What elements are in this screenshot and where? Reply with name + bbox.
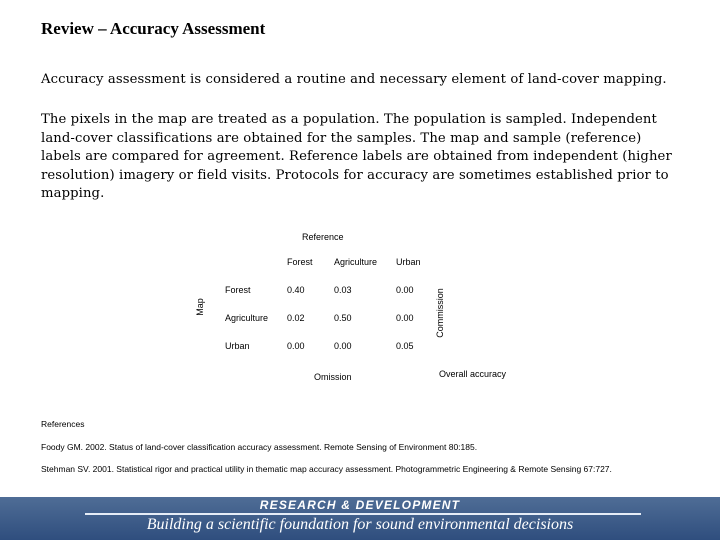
- matrix-cell: 0.03: [334, 285, 352, 295]
- references-heading: References: [41, 419, 85, 429]
- row-label-urban: Urban: [225, 341, 250, 351]
- intro-paragraph: Accuracy assessment is considered a routine and necessary element of land-cover mapping.: [41, 72, 667, 87]
- matrix-cell: 0.02: [287, 313, 305, 323]
- slide-title: Review – Accuracy Assessment: [41, 19, 266, 38]
- footer-banner: [0, 497, 720, 540]
- matrix-cell: 0.00: [396, 313, 414, 323]
- row-label-agriculture: Agriculture: [225, 313, 269, 323]
- omission-label: Omission: [314, 372, 352, 382]
- matrix-cell: 0.00: [287, 341, 305, 351]
- reference-item: Stehman SV. 2001. Statistical rigor and practical utility in thematic map accuracy assessment. Photogrammetric Engineering & Remote Sensing 67:727.: [41, 464, 612, 474]
- matrix-cell: 0.05: [396, 341, 414, 351]
- footer-research-development: RESEARCH & DEVELOPMENT: [259, 498, 461, 512]
- row-label-forest: Forest: [225, 285, 251, 295]
- matrix-cell: 0.00: [396, 285, 414, 295]
- column-header-forest: Forest: [287, 257, 313, 267]
- description-paragraph: The pixels in the map are treated as a population. The population is sampled. Independent land-cover classifications are obtained for the samples. The map and sample (reference) labels are compared for agreement. Reference labels are obtained from independent (higher resolution) imagery or field visits. Protocols for accuracy are sometimes established prior to mapping.: [41, 112, 672, 201]
- matrix-cell: 0.50: [334, 313, 352, 323]
- footer-divider: [85, 513, 641, 515]
- commission-label: Commission: [434, 288, 445, 338]
- overall-accuracy-label: Overall accuracy: [439, 369, 507, 379]
- matrix-cell: 0.00: [334, 341, 352, 351]
- column-header-agriculture: Agriculture: [334, 257, 378, 267]
- footer-tagline: Building a scientific foundation for sound environmental decisions: [146, 516, 574, 533]
- reference-label: Reference: [302, 232, 344, 242]
- map-label: Map: [194, 298, 205, 316]
- matrix-cell: 0.40: [287, 285, 305, 295]
- reference-item: Foody GM. 2002. Status of land-cover classification accuracy assessment. Remote Sensing of Environment 80:185.: [41, 442, 478, 452]
- column-header-urban: Urban: [396, 257, 421, 267]
